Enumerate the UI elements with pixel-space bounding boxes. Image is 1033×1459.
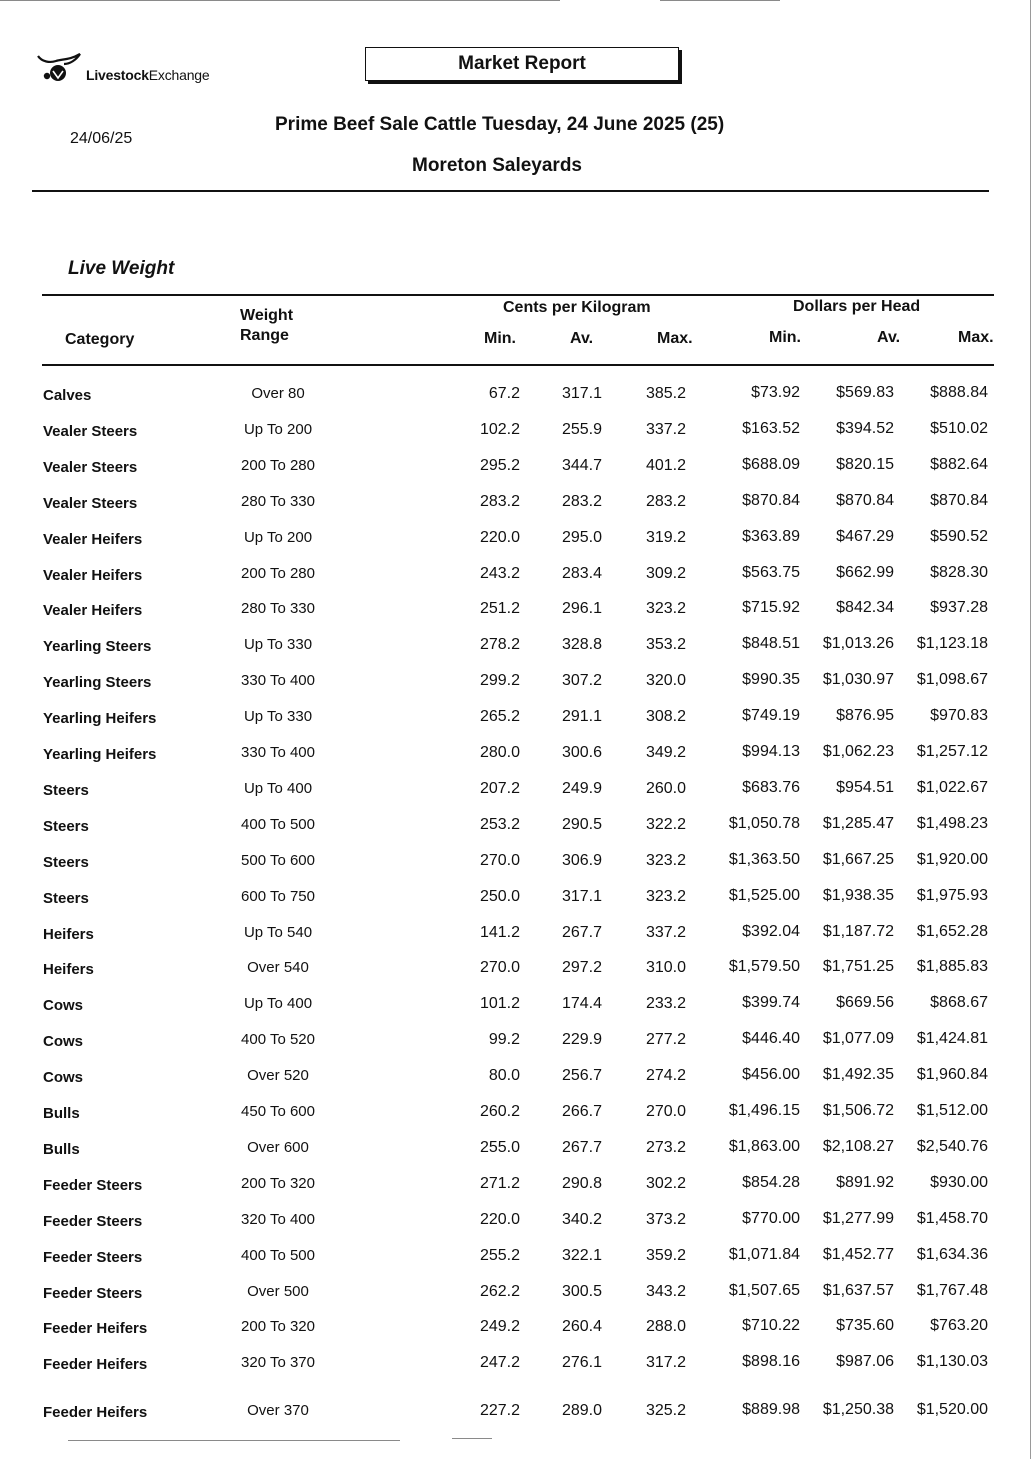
cell-cents-max: 274.2 <box>645 1067 686 1085</box>
cell-cents-av: 276.1 <box>561 1354 602 1372</box>
cell-dollars-min: $889.98 <box>742 1401 800 1418</box>
cell-category: Vealer Steers <box>43 494 138 512</box>
livestock-exchange-logo <box>36 50 209 84</box>
cell-cents-min: 250.0 <box>479 887 520 905</box>
col-header-dollars-av: Av. <box>877 329 901 346</box>
cell-cents-max: 385.2 <box>645 385 686 402</box>
cell-weight-range: 400 To 520 <box>241 1031 315 1049</box>
cell-dollars-av: $1,077.09 <box>822 1030 894 1048</box>
cell-cents-min: 141.2 <box>479 923 520 941</box>
cell-dollars-av: $569.83 <box>836 384 894 401</box>
cell-cents-min: 253.2 <box>479 815 520 833</box>
cell-cents-max: 283.2 <box>645 492 686 510</box>
cell-weight-range: 600 To 750 <box>241 887 315 905</box>
cell-cents-av: 267.7 <box>561 923 602 941</box>
cell-category: Cows <box>43 997 84 1015</box>
cell-dollars-max: $1,520.00 <box>916 1401 988 1418</box>
cell-dollars-av: $820.15 <box>836 455 894 473</box>
cell-dollars-min: $770.00 <box>742 1209 800 1227</box>
cell-weight-range: Up To 400 <box>243 779 313 797</box>
cell-category: Feeder Steers <box>43 1212 143 1230</box>
cell-weight-range: Up To 540 <box>243 923 313 941</box>
col-header-dollars-min: Min. <box>769 329 801 346</box>
cell-cents-max: 373.2 <box>645 1210 686 1228</box>
cell-dollars-min: $1,071.84 <box>728 1245 800 1263</box>
cell-dollars-av: $1,938.35 <box>822 886 894 904</box>
logo-wordmark-light: Exchange <box>148 67 210 83</box>
cell-category: Bulls <box>43 1105 80 1122</box>
cell-dollars-max: $970.83 <box>930 707 988 725</box>
cell-cents-av: 300.5 <box>561 1282 602 1300</box>
cell-dollars-max: $1,960.84 <box>916 1066 988 1084</box>
cell-weight-range: 320 To 370 <box>241 1354 315 1372</box>
cell-dollars-min: $392.04 <box>742 922 800 940</box>
cell-dollars-max: $1,634.36 <box>916 1245 988 1263</box>
cell-weight-range: Up To 400 <box>243 995 313 1013</box>
cell-dollars-max: $2,540.76 <box>916 1137 988 1155</box>
cell-dollars-max: $1,022.67 <box>916 778 988 796</box>
cell-weight-range: 450 To 600 <box>241 1103 315 1120</box>
cell-dollars-max: $1,885.83 <box>916 958 988 976</box>
cell-cents-max: 337.2 <box>645 420 686 438</box>
cell-dollars-max: $1,920.00 <box>916 850 988 868</box>
cell-cents-max: 310.0 <box>645 959 686 977</box>
cell-cents-min: 255.0 <box>479 1138 520 1156</box>
cell-weight-range: Up To 200 <box>243 528 313 546</box>
cell-dollars-min: $1,050.78 <box>728 814 800 832</box>
cell-cents-max: 277.2 <box>645 1031 686 1049</box>
cell-cents-max: 325.2 <box>645 1402 686 1419</box>
cell-category: Cows <box>43 1033 84 1051</box>
scan-edge-line <box>68 1440 400 1441</box>
cell-dollars-max: $1,652.28 <box>916 922 988 940</box>
cell-dollars-min: $898.16 <box>742 1353 800 1371</box>
report-date: 24/06/25 <box>70 130 133 147</box>
cell-category: Bulls <box>43 1140 80 1158</box>
cell-cents-min: 283.2 <box>479 492 520 510</box>
cell-weight-range: Over 500 <box>247 1282 309 1300</box>
cell-dollars-max: $510.02 <box>930 419 988 437</box>
cell-dollars-max: $937.28 <box>930 599 988 617</box>
cell-category: Feeder Heifers <box>43 1356 148 1374</box>
table-header-rule <box>42 364 994 366</box>
cell-dollars-min: $1,863.00 <box>728 1137 800 1155</box>
cell-cents-av: 174.4 <box>561 995 602 1013</box>
cell-category: Vealer Steers <box>43 422 138 440</box>
cell-cents-min: 220.0 <box>479 1210 520 1228</box>
cell-cents-min: 265.2 <box>479 708 520 726</box>
cell-category: Vealer Heifers <box>43 566 143 584</box>
cell-dollars-av: $954.51 <box>836 778 894 796</box>
header-divider <box>32 190 989 192</box>
cell-cents-av: 290.8 <box>561 1174 602 1192</box>
scan-edge-line <box>660 0 780 1</box>
cell-dollars-min: $683.76 <box>742 778 800 796</box>
cell-dollars-min: $710.22 <box>742 1317 800 1335</box>
cell-cents-max: 322.2 <box>645 815 686 833</box>
cell-weight-range: 200 To 320 <box>241 1318 315 1336</box>
col-header-cents-max: Max. <box>657 330 693 347</box>
cell-dollars-av: $1,030.97 <box>822 671 894 689</box>
cell-cents-av: 340.2 <box>561 1210 602 1228</box>
cell-dollars-av: $394.52 <box>836 419 894 437</box>
cell-cents-av: 289.0 <box>561 1402 602 1419</box>
cell-category: Feeder Steers <box>43 1176 143 1194</box>
cell-dollars-av: $1,277.99 <box>822 1209 894 1227</box>
cell-dollars-max: $1,767.48 <box>916 1281 988 1299</box>
col-header-cents-min: Min. <box>484 330 516 347</box>
cell-dollars-av: $2,108.27 <box>822 1137 894 1155</box>
cell-dollars-av: $1,637.57 <box>822 1281 894 1299</box>
cell-cents-max: 302.2 <box>645 1174 686 1192</box>
cell-cents-min: 207.2 <box>479 779 520 797</box>
cell-dollars-max: $882.64 <box>930 455 988 473</box>
cell-dollars-av: $1,751.25 <box>822 958 894 976</box>
cell-dollars-min: $854.28 <box>742 1173 800 1191</box>
cell-dollars-min: $1,363.50 <box>728 850 800 868</box>
cell-dollars-max: $1,498.23 <box>916 814 988 832</box>
cell-cents-max: 349.2 <box>645 744 686 761</box>
cell-cents-min: 101.2 <box>479 995 520 1013</box>
cell-dollars-max: $1,512.00 <box>916 1102 988 1119</box>
cell-dollars-av: $891.92 <box>836 1173 894 1191</box>
section-title: Live Weight <box>68 258 175 279</box>
cell-cents-max: 323.2 <box>645 887 686 905</box>
cell-weight-range: Up To 330 <box>243 708 313 726</box>
cell-dollars-av: $1,285.47 <box>822 814 894 832</box>
cell-cents-max: 308.2 <box>645 708 686 726</box>
cell-category: Yearling Heifers <box>43 710 157 728</box>
cell-dollars-min: $749.19 <box>742 707 800 725</box>
cell-category: Feeder Steers <box>43 1284 143 1302</box>
cell-cents-min: 260.2 <box>479 1103 520 1120</box>
cell-cents-max: 401.2 <box>645 456 686 474</box>
cell-cents-min: 251.2 <box>479 600 520 618</box>
cell-dollars-max: $888.84 <box>930 384 988 401</box>
cell-dollars-min: $1,579.50 <box>728 958 800 976</box>
cell-cents-av: 266.7 <box>561 1103 602 1120</box>
cell-dollars-min: $563.75 <box>742 563 800 581</box>
cell-dollars-max: $868.67 <box>930 994 988 1012</box>
cell-cents-av: 290.5 <box>561 815 602 833</box>
cell-weight-range: 400 To 500 <box>241 1246 315 1264</box>
cell-cents-av: 317.1 <box>561 385 602 402</box>
cell-cents-max: 260.0 <box>645 779 686 797</box>
cell-weight-range: Up To 330 <box>243 636 313 654</box>
bull-head-icon <box>36 50 84 84</box>
cell-category: Steers <box>43 853 89 871</box>
cell-cents-max: 343.2 <box>645 1282 686 1300</box>
cell-weight-range: Over 370 <box>247 1402 309 1419</box>
saleyard-name: Moreton Saleyards <box>412 155 582 176</box>
cell-category: Vealer Heifers <box>43 530 143 548</box>
cell-weight-range: 280 To 330 <box>241 492 315 510</box>
scan-edge-line <box>0 0 560 1</box>
cell-dollars-max: $1,123.18 <box>916 635 988 653</box>
cell-cents-av: 255.9 <box>561 420 602 438</box>
cell-dollars-av: $662.99 <box>836 563 894 581</box>
cell-dollars-min: $363.89 <box>742 527 800 545</box>
cell-cents-av: 317.1 <box>561 887 602 905</box>
cell-dollars-min: $163.52 <box>742 419 800 437</box>
cell-cents-min: 271.2 <box>479 1174 520 1192</box>
cell-cents-av: 300.6 <box>561 744 602 761</box>
cell-cents-min: 243.2 <box>479 564 520 582</box>
col-header-range: Range <box>240 327 289 344</box>
cell-category: Yearling Steers <box>43 674 152 692</box>
cell-cents-max: 323.2 <box>645 851 686 869</box>
cell-cents-max: 323.2 <box>645 600 686 618</box>
cell-dollars-av: $870.84 <box>836 491 894 509</box>
cell-dollars-av: $1,250.38 <box>822 1401 894 1418</box>
cell-dollars-min: $1,525.00 <box>728 886 800 904</box>
cell-weight-range: Over 520 <box>247 1067 309 1085</box>
scan-edge-line <box>452 1438 492 1439</box>
cell-cents-max: 233.2 <box>645 995 686 1013</box>
cell-cents-max: 317.2 <box>645 1354 686 1372</box>
cell-dollars-max: $1,975.93 <box>916 886 988 904</box>
cell-category: Yearling Heifers <box>43 746 157 763</box>
cell-weight-range: Over 540 <box>247 959 309 977</box>
cell-cents-av: 306.9 <box>561 851 602 869</box>
cell-category: Heifers <box>43 925 94 943</box>
cell-weight-range: 280 To 330 <box>241 600 315 618</box>
col-header-category: Category <box>65 331 135 348</box>
logo-wordmark-bold: Livestock <box>86 67 149 83</box>
cell-cents-min: 249.2 <box>479 1318 520 1336</box>
cell-cents-min: 67.2 <box>488 385 520 402</box>
cell-weight-range: 330 To 400 <box>241 672 315 690</box>
cell-dollars-max: $1,257.12 <box>916 743 988 760</box>
cell-weight-range: Up To 200 <box>243 420 313 438</box>
cell-dollars-max: $590.52 <box>930 527 988 545</box>
cell-dollars-av: $842.34 <box>836 599 894 617</box>
cell-dollars-av: $467.29 <box>836 527 894 545</box>
cell-cents-max: 319.2 <box>645 528 686 546</box>
cell-category: Steers <box>43 781 89 799</box>
cell-cents-min: 295.2 <box>479 456 520 474</box>
cell-dollars-av: $1,062.23 <box>822 743 894 760</box>
cell-weight-range: 320 To 400 <box>241 1210 315 1228</box>
cell-cents-av: 297.2 <box>561 959 602 977</box>
market-report-label: Market Report <box>365 47 679 81</box>
cell-cents-av: 322.1 <box>561 1246 602 1264</box>
cell-dollars-min: $688.09 <box>742 455 800 473</box>
cell-cents-min: 270.0 <box>479 851 520 869</box>
cell-cents-min: 80.0 <box>488 1067 520 1085</box>
cell-dollars-min: $1,496.15 <box>728 1102 800 1119</box>
cell-cents-av: 249.9 <box>561 779 602 797</box>
cell-category: Calves <box>43 387 92 404</box>
cell-weight-range: 200 To 320 <box>241 1174 315 1192</box>
cell-cents-min: 102.2 <box>479 420 520 438</box>
cell-weight-range: Over 600 <box>247 1138 309 1156</box>
cell-weight-range: 200 To 280 <box>241 564 315 582</box>
cell-dollars-min: $446.40 <box>742 1030 800 1048</box>
cell-weight-range: 500 To 600 <box>241 851 315 869</box>
cell-dollars-av: $1,452.77 <box>822 1245 894 1263</box>
cell-dollars-min: $456.00 <box>742 1066 800 1084</box>
cell-cents-min: 220.0 <box>479 528 520 546</box>
cell-cents-min: 280.0 <box>479 744 520 761</box>
cell-dollars-min: $848.51 <box>742 635 800 653</box>
cell-cents-max: 337.2 <box>645 923 686 941</box>
cell-dollars-max: $1,458.70 <box>916 1209 988 1227</box>
cell-cents-av: 307.2 <box>561 672 602 690</box>
cell-category: Feeder Heifers <box>43 1320 148 1338</box>
cell-cents-min: 99.2 <box>488 1031 520 1049</box>
cell-cents-max: 309.2 <box>645 564 686 582</box>
sale-title: Prime Beef Sale Cattle Tuesday, 24 June 2025 (25) <box>275 114 725 135</box>
cell-cents-min: 262.2 <box>479 1282 520 1300</box>
scan-edge-line <box>1030 0 1031 1459</box>
cell-dollars-av: $1,667.25 <box>822 850 894 868</box>
cell-category: Yearling Steers <box>43 638 152 656</box>
cell-cents-max: 273.2 <box>645 1138 686 1156</box>
cell-cents-av: 283.2 <box>561 492 602 510</box>
cell-cents-min: 255.2 <box>479 1246 520 1264</box>
cell-dollars-min: $715.92 <box>742 599 800 617</box>
cell-dollars-max: $828.30 <box>930 563 988 581</box>
cell-dollars-min: $73.92 <box>751 384 800 401</box>
cell-dollars-min: $399.74 <box>742 994 800 1012</box>
cell-dollars-min: $870.84 <box>742 491 800 509</box>
cell-cents-av: 296.1 <box>561 600 602 618</box>
cell-dollars-min: $994.13 <box>742 743 800 760</box>
cell-cents-av: 267.7 <box>561 1138 602 1156</box>
cell-dollars-av: $669.56 <box>836 994 894 1012</box>
cell-weight-range: 330 To 400 <box>241 744 315 761</box>
cell-category: Feeder Steers <box>43 1248 143 1266</box>
cell-cents-min: 299.2 <box>479 672 520 690</box>
cell-cents-min: 227.2 <box>479 1402 520 1419</box>
col-header-dollars-max: Max. <box>958 329 994 346</box>
cell-dollars-min: $1,507.65 <box>728 1281 800 1299</box>
cell-dollars-max: $1,424.81 <box>916 1030 988 1048</box>
logo-wordmark <box>86 67 209 83</box>
cell-cents-av: 328.8 <box>561 636 602 654</box>
col-header-dollars-group: Dollars per Head <box>793 298 921 315</box>
cell-dollars-av: $1,187.72 <box>822 922 894 940</box>
cell-dollars-max: $930.00 <box>930 1173 988 1191</box>
cell-cents-max: 359.2 <box>645 1246 686 1264</box>
cell-cents-av: 260.4 <box>561 1318 602 1336</box>
cell-category: Steers <box>43 889 89 907</box>
cell-dollars-av: $735.60 <box>836 1317 894 1335</box>
cell-cents-max: 288.0 <box>645 1318 686 1336</box>
col-header-weight: Weight <box>240 307 294 324</box>
table-top-rule <box>42 294 994 296</box>
cell-cents-av: 291.1 <box>561 708 602 726</box>
cell-cents-av: 229.9 <box>561 1031 602 1049</box>
cell-cents-av: 283.4 <box>561 564 602 582</box>
cell-dollars-av: $987.06 <box>836 1353 894 1371</box>
cell-cents-min: 278.2 <box>479 636 520 654</box>
cell-category: Vealer Steers <box>43 458 138 476</box>
cell-category: Vealer Heifers <box>43 602 143 620</box>
cell-cents-min: 270.0 <box>479 959 520 977</box>
cell-weight-range: 200 To 280 <box>241 456 315 474</box>
cell-dollars-min: $990.35 <box>742 671 800 689</box>
cell-cents-max: 320.0 <box>645 672 686 690</box>
cell-cents-min: 247.2 <box>479 1354 520 1372</box>
cell-category: Steers <box>43 817 89 835</box>
cell-category: Cows <box>43 1069 84 1087</box>
cell-weight-range: 400 To 500 <box>241 815 315 833</box>
cell-dollars-av: $1,492.35 <box>822 1066 894 1084</box>
cell-dollars-max: $1,098.67 <box>916 671 988 689</box>
cell-cents-max: 270.0 <box>645 1103 686 1120</box>
cell-category: Heifers <box>43 961 94 979</box>
cell-dollars-av: $1,506.72 <box>822 1102 894 1119</box>
cell-weight-range: Over 80 <box>251 385 305 402</box>
cell-cents-av: 344.7 <box>561 456 602 474</box>
cell-dollars-max: $763.20 <box>930 1317 988 1335</box>
cell-dollars-max: $1,130.03 <box>916 1353 988 1371</box>
cell-dollars-av: $876.95 <box>836 707 894 725</box>
col-header-cents-av: Av. <box>570 330 594 347</box>
cell-cents-max: 353.2 <box>645 636 686 654</box>
col-header-cents-group: Cents per Kilogram <box>503 299 651 316</box>
cell-cents-av: 256.7 <box>561 1067 602 1085</box>
cell-category: Feeder Heifers <box>43 1404 148 1421</box>
cell-dollars-max: $870.84 <box>930 491 988 509</box>
cell-cents-av: 295.0 <box>561 528 602 546</box>
cell-dollars-av: $1,013.26 <box>822 635 894 653</box>
